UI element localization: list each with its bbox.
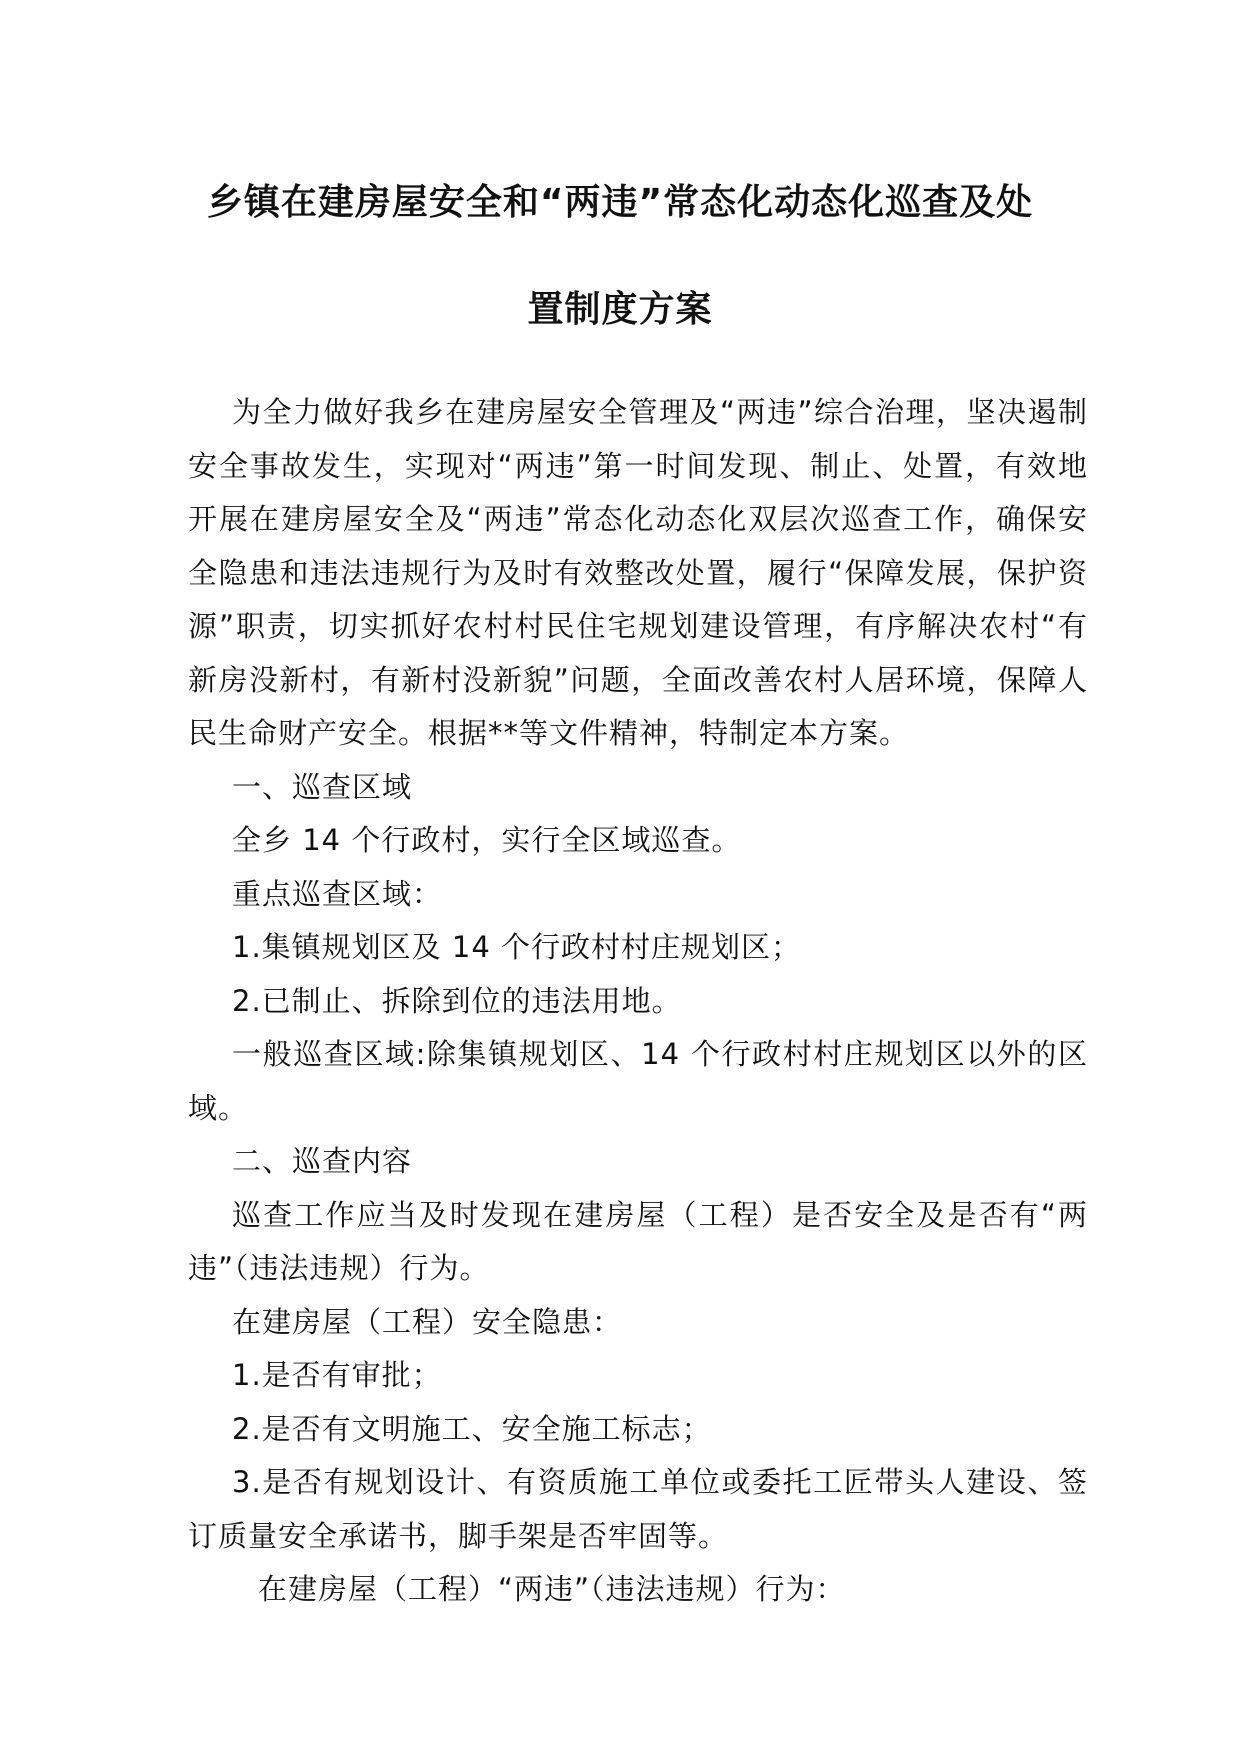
paragraph-key-area-heading: 重点巡查区域： (232, 876, 443, 911)
section-heading-patrol-content: 二、巡查内容 (232, 1144, 413, 1178)
paragraph-patrol-work: 巡查工作应当及时发现在建房屋（工程）是否安全及是否有“两违”（违法违规）行为。 (188, 1197, 1088, 1285)
paragraph-general-area: 一般巡查区域:除集镇规划区、14 个行政村村庄规划区以外的区域。 (188, 1037, 1088, 1125)
list-item-hazard-2: 2.是否有文明施工、安全施工标志； (232, 1411, 712, 1446)
paragraph-full-area: 全乡 14 个行政村，实行全区域巡查。 (232, 823, 742, 857)
document-title-line-2: 置制度方案 (527, 289, 713, 330)
document-title-line-1: 乡镇在建房屋安全和“两违”常态化动态化巡查及处 (206, 182, 1034, 223)
list-item-hazard-1: 1.是否有审批； (232, 1358, 442, 1392)
paragraph-safety-hazards-heading: 在建房屋（工程）安全隐患： (232, 1304, 623, 1339)
list-item-hazard-3: 3.是否有规划设计、有资质施工单位或委托工匠带头人建设、签订质量安全承诺书，脚手架是否牢固等。 (188, 1465, 1088, 1553)
paragraph-violations-heading: 在建房屋（工程）“两违”（违法违规）行为： (258, 1572, 846, 1606)
section-heading-patrol-area: 一、巡查区域 (232, 769, 413, 804)
list-item-key-area-2: 2.已制止、拆除到位的违法用地。 (232, 983, 682, 1018)
list-item-key-area-1: 1.集镇规划区及 14 个行政村村庄规划区； (232, 930, 802, 964)
document-body (188, 386, 1088, 1617)
intro-paragraph: 为全力做好我乡在建房屋安全管理及“两违”综合治理，坚决遏制安全事故发生，实现对“两违”第一时间发现、制止、处置，有效地开展在建房屋安全及“两违”常态化动态化双层次巡查工作，确保安全隐患和违法违规行为及时有效整改处置，履行“保障发展，保护资源”职责，切实抓好农村村民住宅规划建设管理，有序解决农村“有新房没新村，有新村没新貌”问题，全面改善农村人居环境，保障人民生命财产安全。根据**等文件精神，特制定本方案。 (188, 395, 1088, 750)
